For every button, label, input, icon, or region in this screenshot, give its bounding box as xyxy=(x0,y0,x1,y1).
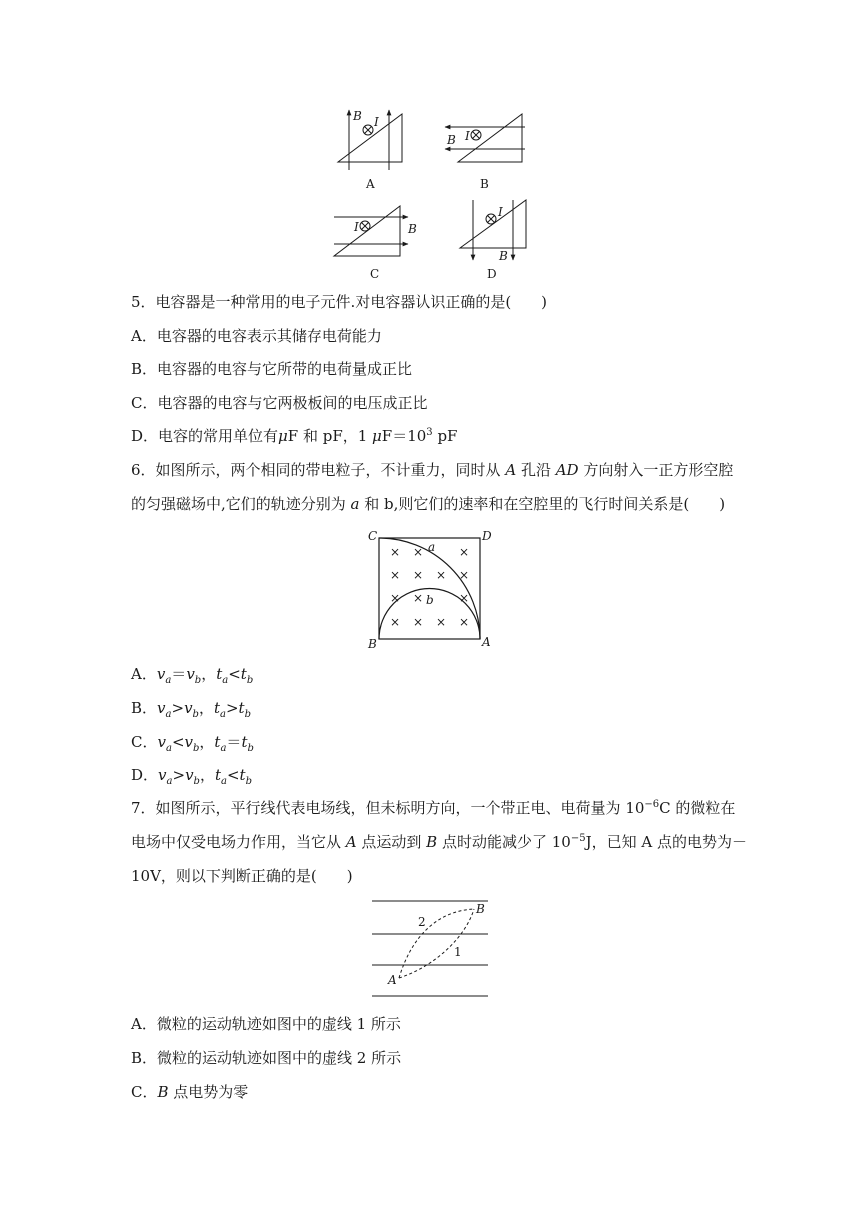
q4-diagram-a xyxy=(338,110,402,170)
q4-figure-svg xyxy=(330,100,540,285)
q6-option-part: t xyxy=(213,699,220,717)
q6-option-part: t xyxy=(238,699,245,717)
q6-option-part: v xyxy=(158,766,167,784)
q4-diagram-c xyxy=(334,206,408,256)
q5-option-a: A．电容器的电容表示其储存电荷能力 xyxy=(131,327,382,345)
q6-option-part: v xyxy=(157,699,166,717)
q6-option-part: a xyxy=(220,709,226,720)
q7-dashed-track-1 xyxy=(399,909,474,978)
q6-label-b: B xyxy=(368,637,377,651)
q6-text: 的匀强磁场中,它们的轨迹分别为 xyxy=(131,495,351,513)
q6-option-part: b xyxy=(244,709,251,720)
q6-option-part: v xyxy=(185,766,194,784)
q5-option-d-text: F 和 pF，1 xyxy=(287,427,373,445)
q6-track-a: a xyxy=(350,495,360,513)
q7-text: 电场中仅受电场力作用，当它从 xyxy=(131,833,346,851)
q7-text: C 的微粒在 xyxy=(659,799,736,817)
q6-option-part: a xyxy=(165,709,172,720)
field-cross-icon: × xyxy=(459,545,470,559)
q6-option xyxy=(131,732,254,752)
field-cross-icon: × xyxy=(436,615,447,629)
q6-option-part: < xyxy=(228,665,241,683)
q6-magnetic-field xyxy=(390,545,469,629)
q6-option-part: a xyxy=(220,743,227,754)
q4-a-b-label: B xyxy=(353,109,362,123)
q4-c-i-label: I xyxy=(354,220,359,234)
q6-option xyxy=(131,664,253,684)
q7-option-c-point-b: B xyxy=(157,1083,169,1101)
q6-option-part: t xyxy=(214,733,221,751)
q7-point-b: B xyxy=(426,833,438,851)
q6-label-c: C xyxy=(368,529,378,543)
q7-point-a: A xyxy=(345,833,357,851)
q6-label-d: D xyxy=(482,529,492,543)
q5-option-d-text: F＝10 xyxy=(381,427,427,445)
q6-option-part: v xyxy=(156,665,166,683)
q6-option-part: B． xyxy=(131,699,158,717)
q5-option-b: B．电容器的电容与它所带的电荷量成正比 xyxy=(131,360,413,378)
q4-diagram-d xyxy=(460,200,526,260)
field-cross-icon: × xyxy=(390,545,401,559)
q7-stem-line1 xyxy=(131,798,735,818)
q6-option-part: t xyxy=(216,665,223,683)
q6-option-part: < xyxy=(171,733,185,751)
field-cross-icon: × xyxy=(413,545,424,559)
q6-figure-svg xyxy=(364,528,496,650)
q7-exponent: −5 xyxy=(570,833,586,844)
q5-option-d-mu: μ xyxy=(278,427,288,445)
q6-option-part: t xyxy=(239,766,246,784)
q4-caption-a: A xyxy=(366,177,375,191)
q6-point-a: A xyxy=(505,461,517,479)
q6-option-part: v xyxy=(184,733,193,751)
q4-b-i-label: I xyxy=(465,129,470,143)
q6-direction-ad: AD xyxy=(555,461,579,479)
field-cross-icon: × xyxy=(390,615,401,629)
q7-text: 点运动到 xyxy=(356,833,427,851)
q4-c-b-label: B xyxy=(408,222,417,236)
field-cross-icon: × xyxy=(413,615,424,629)
q7-option-b: B．微粒的运动轨迹如图中的虚线 2 所示 xyxy=(131,1049,402,1067)
q6-option-part: D． xyxy=(131,766,159,784)
q7-option-a: A．微粒的运动轨迹如图中的虚线 1 所示 xyxy=(131,1015,401,1033)
q6-option-part: > xyxy=(172,766,186,784)
q6-stem-line1 xyxy=(131,460,733,480)
q5-option-d-text: pF xyxy=(432,427,458,445)
q6-option-part: ＝ xyxy=(171,665,187,683)
q7-text: 点时动能减少了 10 xyxy=(437,833,571,851)
q5-option-d-exponent: 3 xyxy=(426,427,433,438)
q6-option-part: b xyxy=(247,743,254,754)
q6-option-part: v xyxy=(184,699,193,717)
q6-figure xyxy=(364,528,496,650)
q6-option-part: b xyxy=(245,776,252,787)
q7-label-a: A xyxy=(388,973,397,987)
q6-option-part: a xyxy=(165,675,172,686)
q4-figure xyxy=(330,100,540,285)
q6-option xyxy=(131,765,252,785)
q6-option-part: b xyxy=(193,776,200,787)
q4-caption-d: D xyxy=(487,267,497,281)
q7-figure-svg xyxy=(366,896,496,1000)
q7-label-track-1: 1 xyxy=(454,945,462,959)
q6-option-part: a xyxy=(222,675,229,686)
q6-option-part: b xyxy=(192,709,199,720)
q6-label-track-a: a xyxy=(428,540,436,554)
field-cross-icon: × xyxy=(436,568,447,582)
q7-option-c-text: C． xyxy=(131,1083,158,1101)
q7-label-b: B xyxy=(476,902,485,916)
q6-option-part: ， xyxy=(199,766,215,784)
q7-stem-line2 xyxy=(131,832,747,852)
q6-option-part: a xyxy=(166,776,173,787)
q6-option xyxy=(131,698,251,718)
field-cross-icon: × xyxy=(413,591,424,605)
q7-text: 7．如图所示，平行线代表电场线，但未标明方向，一个带正电、电荷量为 10 xyxy=(131,799,645,817)
field-cross-icon: × xyxy=(413,568,424,582)
field-cross-icon: × xyxy=(390,591,401,605)
q6-option-part: ， xyxy=(198,699,214,717)
q5-option-d xyxy=(131,426,457,446)
q5-option-d-text: D．电容的常用单位有 xyxy=(131,427,279,445)
q4-a-i-label: I xyxy=(374,115,379,129)
q4-caption-b: B xyxy=(480,177,489,191)
q6-option-part: v xyxy=(157,733,166,751)
field-cross-icon: × xyxy=(390,568,401,582)
q7-label-track-2: 2 xyxy=(418,915,426,929)
q7-stem-line3: 10V，则以下判断正确的是( ) xyxy=(131,867,353,885)
q4-d-b-label: B xyxy=(499,249,508,263)
q6-text: 方向射入一正方形空腔 xyxy=(578,461,734,479)
q4-d-i-label: I xyxy=(498,205,503,219)
q6-option-part: A． xyxy=(131,665,157,683)
q6-stem-line2 xyxy=(131,494,725,514)
q6-option-part: b xyxy=(193,743,200,754)
q6-text: 孔沿 xyxy=(516,461,556,479)
q7-dashed-track-2 xyxy=(399,909,474,978)
q6-option-part: v xyxy=(186,665,195,683)
q6-option-part: > xyxy=(171,699,185,717)
q6-option-part: ， xyxy=(201,665,217,683)
field-cross-icon: × xyxy=(459,591,470,605)
q7-text: J，已知 A 点的电势为－ xyxy=(585,833,747,851)
q6-option-part: b xyxy=(194,675,202,686)
q6-option-part: t xyxy=(240,665,247,683)
q7-option-c xyxy=(131,1082,248,1102)
q6-option-part: < xyxy=(226,766,240,784)
field-cross-icon: × xyxy=(459,615,470,629)
q6-option-part: a xyxy=(165,743,172,754)
field-cross-icon: × xyxy=(459,568,470,582)
q6-option-part: ＝ xyxy=(226,733,242,751)
q6-option-part: t xyxy=(214,766,221,784)
q7-exponent: −6 xyxy=(644,799,660,810)
q6-label-track-b: b xyxy=(426,593,434,607)
q4-b-b-label: B xyxy=(447,133,456,147)
q6-text: 6．如图所示，两个相同的带电粒子，不计重力，同时从 xyxy=(131,461,506,479)
q6-option-part: C． xyxy=(131,733,158,751)
q4-diagram-b xyxy=(445,114,525,162)
q6-text: 和 b,则它们的速率和在空腔里的飞行时间关系是( ) xyxy=(359,495,726,513)
q6-option-part: b xyxy=(246,675,254,686)
q7-figure xyxy=(366,896,496,1000)
q7-option-c-text: 点电势为零 xyxy=(168,1083,249,1101)
q6-option-part: t xyxy=(241,733,248,751)
q5-stem: 5．电容器是一种常用的电子元件.对电容器认识正确的是( ) xyxy=(131,293,548,311)
q5-option-d-mu: μ xyxy=(372,427,382,445)
q6-option-part: ， xyxy=(199,733,215,751)
q5-option-c: C．电容器的电容与它两极板间的电压成正比 xyxy=(131,394,428,412)
q6-option-part: > xyxy=(225,699,239,717)
q6-label-a: A xyxy=(482,635,491,649)
q4-caption-c: C xyxy=(370,267,380,281)
q6-option-part: a xyxy=(221,776,227,787)
